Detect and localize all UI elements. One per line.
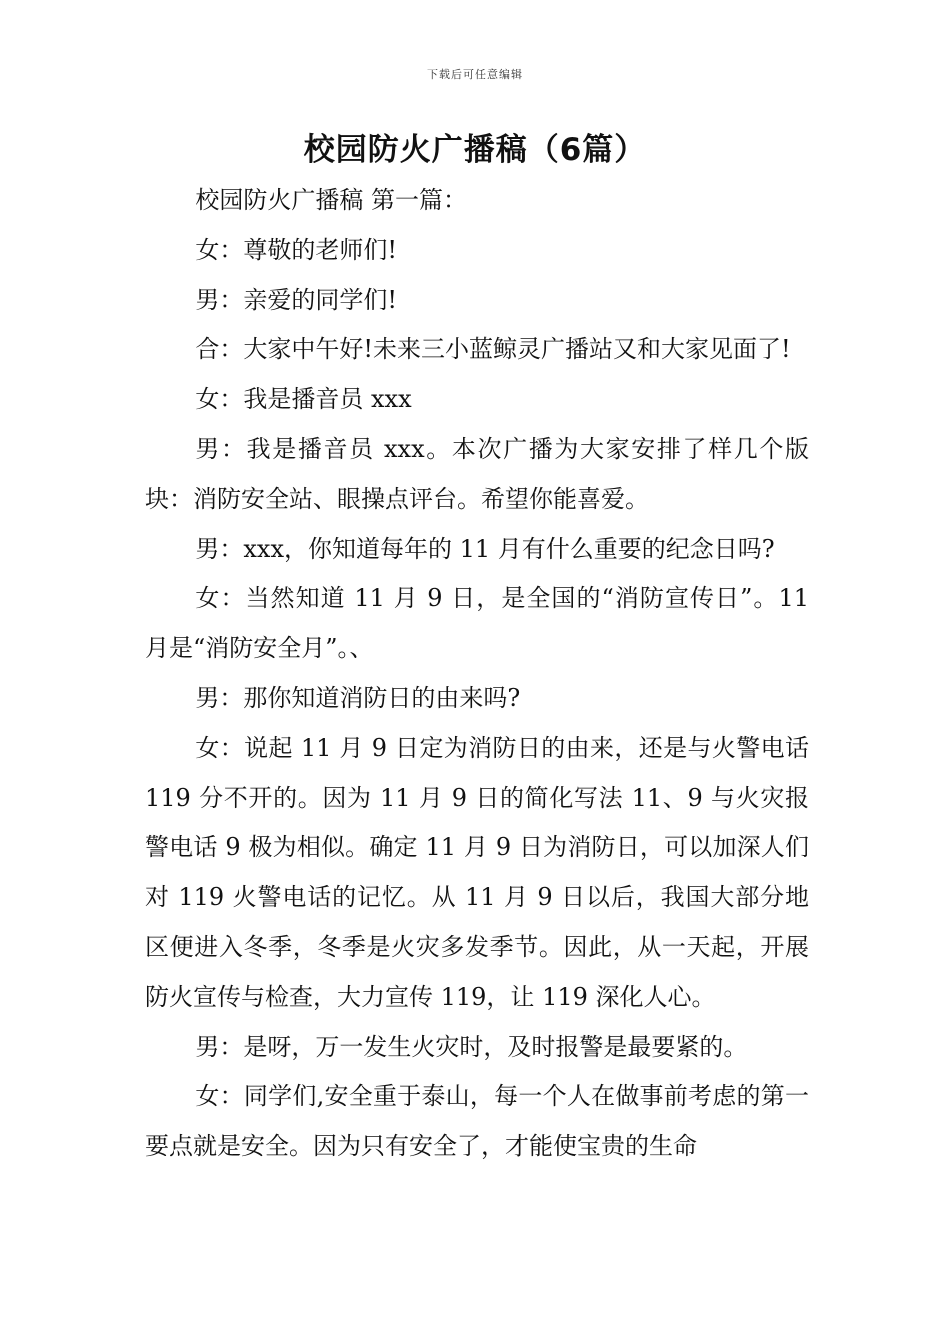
- paragraph: 男：我是播音员 xxx。本次广播为大家安排了样几个版块：消防安全站、眼操点评台。希望你能喜爱。: [145, 434, 809, 513]
- paragraph: 男：亲爱的同学们!: [195, 285, 398, 314]
- paragraph: 女：我是播音员 xxx: [195, 385, 412, 414]
- paragraph: 合：大家中午好!未来三小蓝鲸灵广播站又和大家见面了!: [195, 335, 791, 364]
- header-note: 下载后可任意编辑: [427, 68, 523, 81]
- document-title: 校园防火广播稿（6篇）: [303, 132, 647, 168]
- paragraph: 女：同学们,安全重于泰山，每一个人在做事前考虑的第一要点就是安全。因为只有安全了，才能使宝贵的生命: [145, 1082, 809, 1161]
- paragraph: 女：尊敬的老师们!: [195, 235, 398, 264]
- paragraph: 男：那你知道消防日的由来吗?: [195, 683, 521, 712]
- paragraph: 女：当然知道 11 月 9 日，是全国的“消防宣传日”。11 月是“消防安全月”。、: [145, 584, 809, 663]
- document-body: [145, 176, 809, 1172]
- paragraph: 校园防火广播稿 第一篇：: [195, 186, 468, 214]
- paragraph: 男：是呀，万一发生火灾时，及时报警是最要紧的。: [195, 1032, 748, 1061]
- paragraph: 男：xxx，你知道每年的 11 月有什么重要的纪念日吗?: [195, 534, 775, 563]
- paragraph: 女：说起 11 月 9 日定为消防日的由来，还是与火警电话 119 分不开的。因为 11 月 9 日的简化写法 11、9 与火灾报警电话 9 极为相似。确定 11 月 9 日为消防日，可以加深人们对 119 火警电话的记忆。从 11 月 9 日以后，我国大部分地区便进入冬季，冬季是火灾多发季节。因此，从一天起，开展防火宣传与检查，大力宣传 119，让 119 深化人心。: [145, 733, 809, 1011]
